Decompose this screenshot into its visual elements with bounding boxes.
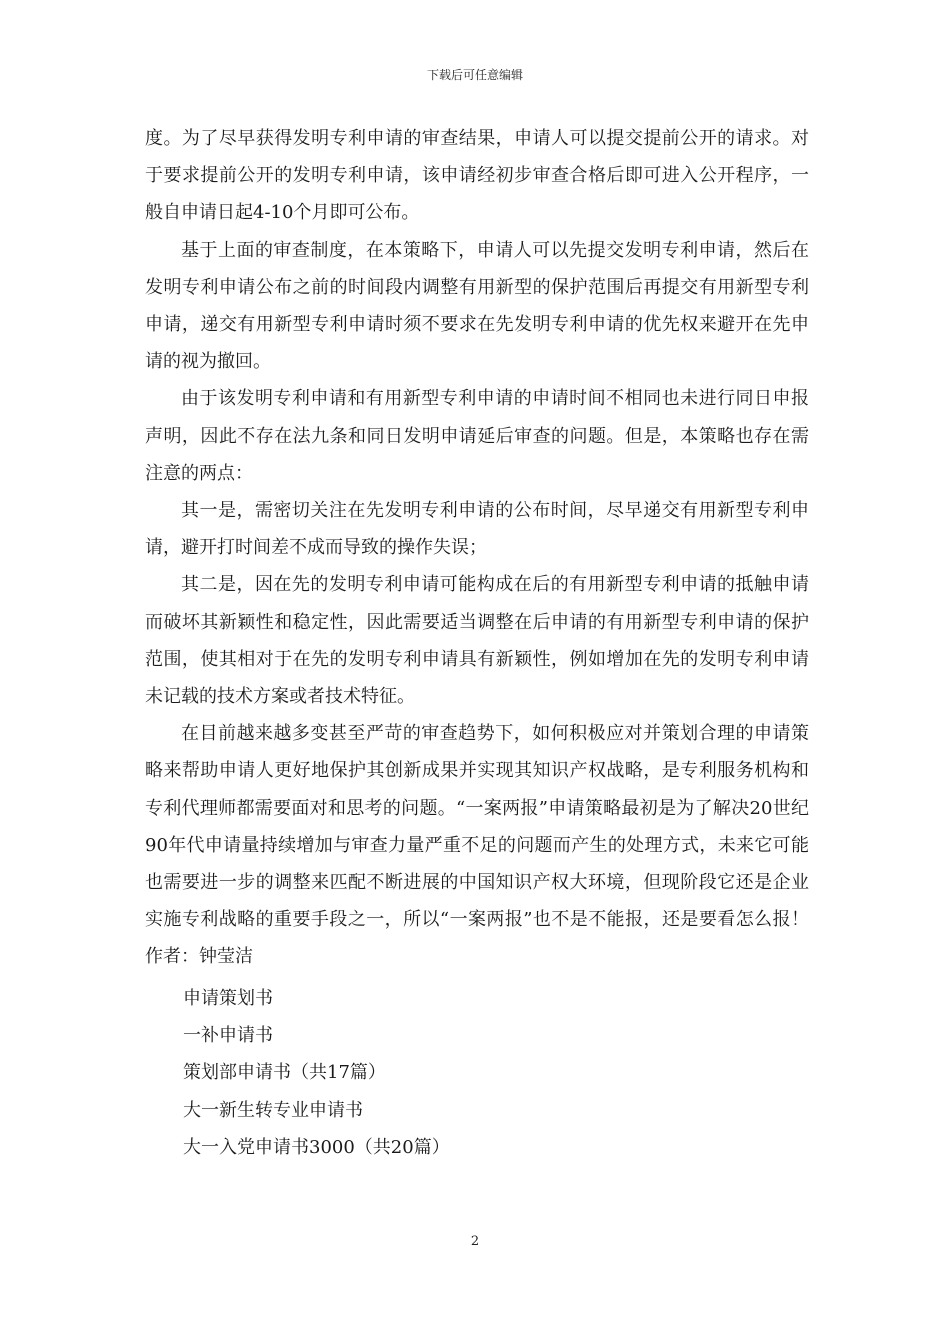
paragraph-no-conflict: 由于该发明专利申请和有用新型专利申请的申请时间不相同也未进行同日申报声明，因此不存在法九条和同日发明申请延后审查的问题。但是，本策略也存在需注意的两点： bbox=[145, 388, 809, 484]
list-item[interactable]: 大一入党申请书3000（共20篇） bbox=[183, 1136, 450, 1158]
related-documents-list bbox=[183, 980, 783, 1166]
page-number: 2 bbox=[470, 1234, 480, 1249]
paragraph-continuation: 度。为了尽早获得发明专利申请的审查结果，申请人可以提交提前公开的请求。对于要求提前公开的发明专利申请，该申请经初步审查合格后即可进入公开程序，一般自申请日起4-10个月即可公布。 bbox=[145, 128, 809, 224]
page-header: 下载后可任意编辑 bbox=[426, 68, 523, 82]
paragraph-strategy: 基于上面的审查制度，在本策略下，申请人可以先提交发明专利申请，然后在发明专利申请公布之前的时间段内调整有用新型的保护范围后再提交有用新型专利申请，递交有用新型专利申请时须不要求在先发明专利申请的优先权来避开在先申请的视为撤回。 bbox=[145, 239, 809, 373]
paragraph-point-one: 其一是，需密切关注在先发明专利申请的公布时间，尽早递交有用新型专利申请，避开打时间差不成而导致的操作失误； bbox=[145, 500, 809, 559]
document-body bbox=[145, 120, 809, 976]
paragraph-point-two: 其二是，因在先的发明专利申请可能构成在后的有用新型专利申请的抵触申请而破坏其新颖性和稳定性，因此需要适当调整在后申请的有用新型专利申请的保护范围，使其相对于在先的发明专利申请具有新颖性，例如增加在先的发明专利申请未记载的技术方案或者技术特征。 bbox=[145, 574, 809, 708]
list-item[interactable]: 大一新生转专业申请书 bbox=[183, 1099, 363, 1121]
list-item[interactable]: 申请策划书 bbox=[183, 988, 273, 1009]
paragraph-conclusion: 在目前越来越多变甚至严苛的审查趋势下，如何积极应对并策划合理的申请策略来帮助申请人更好地保护其创新成果并实现其知识产权战略，是专利服务机构和专利代理师都需要面对和思考的问题。“一案两报”申请策略最初是为了解决20世纪90年代申请量持续增加与审查力量严重不足的问题而产生的处理方式，未来它可能也需要进一步的调整来匹配不断进展的中国知识产权大环境，但现阶段它还是企业实施专利战略的重要手段之一，所以“一案两报”也不是不能报，还是要看怎么报！作者：钟莹洁 bbox=[145, 723, 809, 968]
list-item[interactable]: 一补申请书 bbox=[183, 1025, 273, 1047]
list-item[interactable]: 策划部申请书（共17篇） bbox=[183, 1062, 386, 1084]
